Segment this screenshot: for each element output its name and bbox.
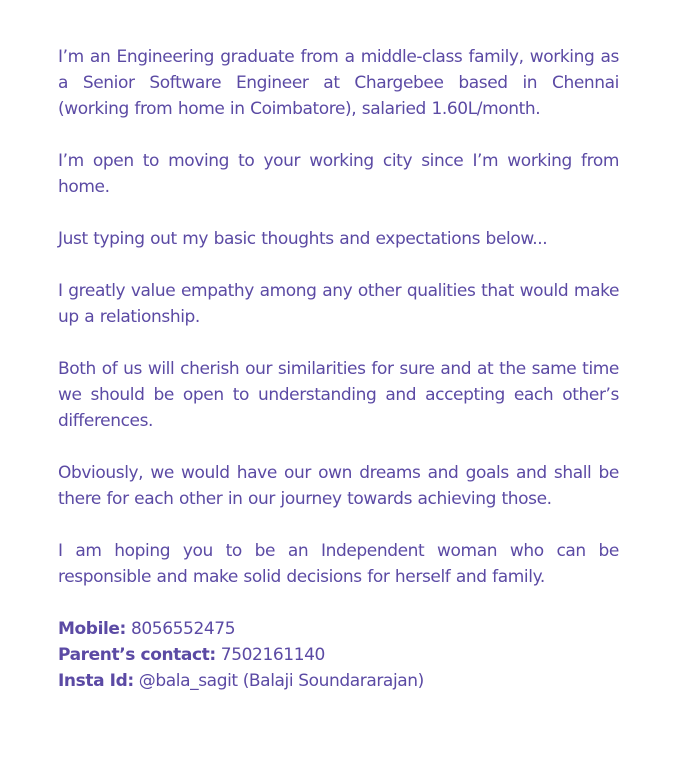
parent-contact-line — [58, 642, 619, 668]
mobile-label: Mobile: — [58, 619, 126, 639]
insta-label: Insta Id: — [58, 671, 134, 691]
insta-value: @bala_sagit (Balaji Soundararajan) — [138, 671, 424, 691]
thoughts-intro-paragraph: Just typing out my basic thoughts and expectations below... — [58, 229, 548, 249]
insta-line — [58, 668, 619, 694]
parent-contact-value: 7502161140 — [220, 645, 325, 665]
contact-block — [58, 616, 619, 694]
mobile-value: 8056552475 — [130, 619, 236, 639]
dreams-paragraph: Obviously, we would have our own dreams and goals and shall be there for each other in our journey towards achieving those. — [58, 463, 619, 509]
similarities-paragraph: Both of us will cherish our similarities for sure and at the same time we should be open to understanding and accepting each other’s differences. — [58, 359, 619, 431]
empathy-paragraph: I greatly value empathy among any other qualities that would make up a relationship. — [58, 281, 619, 327]
expectations-paragraph: I am hoping you to be an Independent woman who can be responsible and make solid decisions for herself and family. — [58, 541, 619, 587]
intro-paragraph: I’m an Engineering graduate from a middle-class family, working as a Senior Software Engineer at Chargebee based in Chennai (working from home in Coimbatore), salaried 1.60L/month. — [58, 47, 619, 119]
relocation-paragraph: I’m open to moving to your working city since I’m working from home. — [58, 151, 619, 197]
mobile-line — [58, 616, 619, 642]
parent-contact-label: Parent’s contact: — [58, 645, 216, 665]
profile-document — [58, 44, 619, 694]
